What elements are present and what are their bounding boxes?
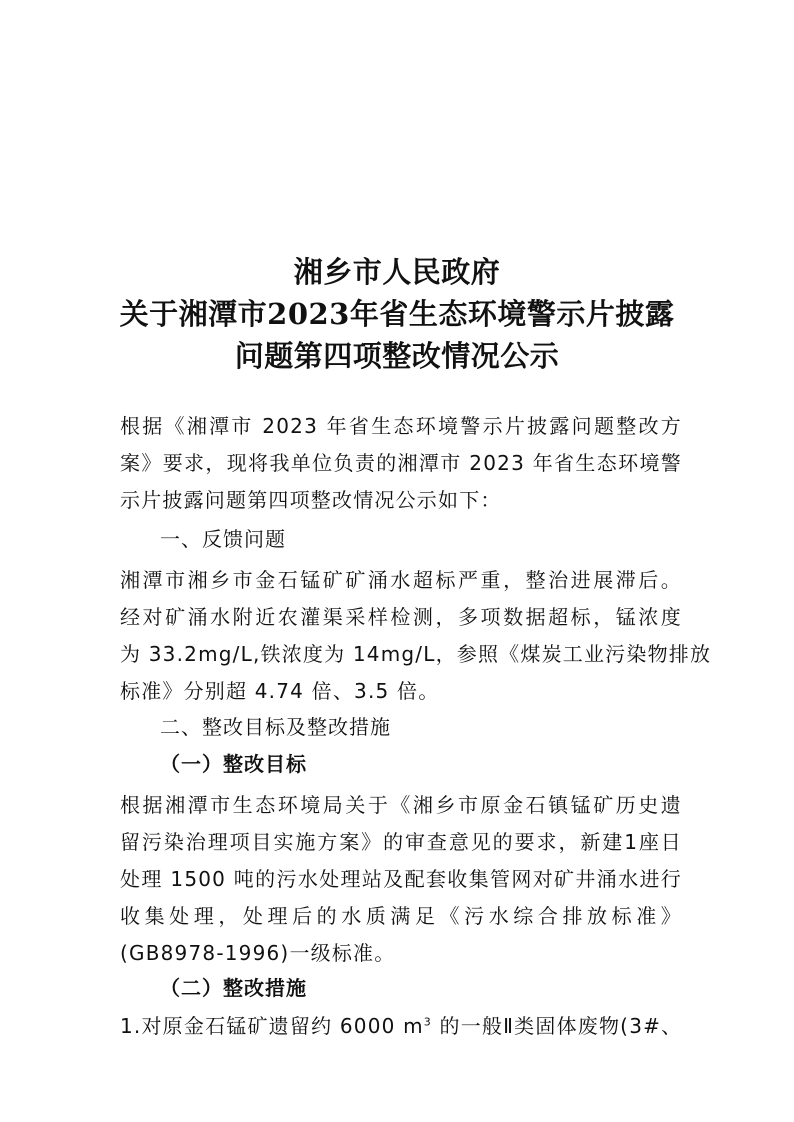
title-line-2: 关于湘潭市2023年省生态环境警示片披露 [119, 297, 675, 331]
measures-paragraph [120, 1008, 682, 1045]
section-heading-feedback: 一、反馈问题 [160, 527, 286, 551]
feedback-line: 经对矿涌水附近农灌渠采样检测，多项数据超标，锰浓度 [120, 605, 682, 629]
target-line: 处理 1500 吨的污水处理站及配套收集管网对矿井涌水进行 [120, 867, 682, 891]
subsection-heading-measures: （二）整改措施 [160, 976, 307, 1000]
measure-line [120, 1008, 682, 1045]
title-line-1: 湘乡市人民政府 [293, 255, 501, 289]
target-line: 根据湘潭市生态环境局关于《湘乡市原金石镇锰矿历史遗 [120, 793, 682, 817]
section-heading-measures: 二、整改目标及整改措施 [160, 715, 391, 739]
intro-line: 示片披露问题第四项整改情况公示如下： [120, 488, 502, 512]
measure-text-b: 的一般Ⅱ类固体废物(3#、 [431, 1014, 683, 1038]
feedback-line: 标准》分别超 4.74 倍、3.5 倍。 [120, 679, 440, 703]
feedback-paragraph [120, 562, 712, 710]
feedback-line: 为 33.2mg/L,铁浓度为 14mg/L，参照《煤炭工业污染物排放 [120, 642, 712, 666]
target-line: 留污染治理项目实施方案》的审查意见的要求，新建1座日 [120, 830, 682, 854]
target-line: (GB8978-1996)一级标准。 [120, 941, 396, 965]
intro-line: 根据《湘潭市 2023 年省生态环境警示片披露问题整改方 [120, 414, 682, 438]
title-line-3: 问题第四项整改情况公示 [234, 339, 560, 373]
intro-paragraph [120, 408, 682, 519]
target-line: 收集处理，处理后的水质满足《污水综合排放标准》 [120, 904, 682, 928]
measure-superscript: 3 [423, 1015, 432, 1029]
feedback-line: 湘潭市湘乡市金石锰矿矿涌水超标严重，整治进展滞后。 [120, 568, 682, 592]
subsection-heading-target: （一）整改目标 [160, 752, 307, 776]
target-paragraph [120, 787, 682, 972]
intro-line: 案》要求，现将我单位负责的湘潭市 2023 年省生态环境警 [120, 451, 682, 475]
measure-text-a: 1.对原金石锰矿遗留约 6000 m [120, 1014, 424, 1038]
